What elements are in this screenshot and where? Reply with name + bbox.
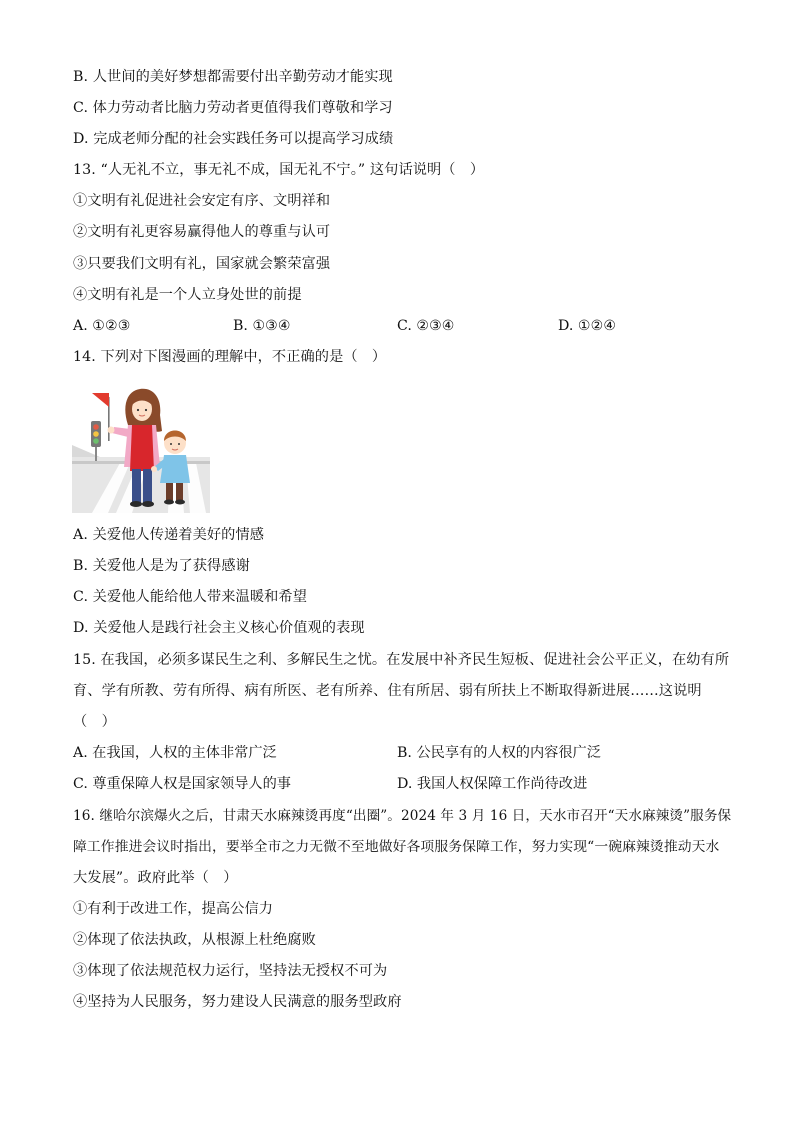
q13-item-4: ④文明有礼是一个人立身处世的前提 (73, 287, 302, 303)
q13-stem: 13. “人无礼不立，事无礼不成，国无礼不宁。” 这句话说明（ ） (73, 162, 485, 178)
q16-item-1: ①有利于改进工作，提高公信力 (73, 901, 274, 917)
q15-option-a: A. 在我国，人权的主体非常广泛 (73, 745, 277, 761)
q15-stem-line2: 育、学有所教、劳有所得、病有所医、老有所养、住有所居、弱有所扶上不断取得新进展……这说明 (73, 683, 702, 699)
q16-stem-line2: 障工作推进会议时指出，要举全市之力无微不至地做好各项服务保障工作，努力实现“一碗麻辣烫推动天水 (73, 839, 720, 855)
q16-item-2: ②体现了依法执政，从根源上杜绝腐败 (73, 932, 316, 948)
q13-item-2: ②文明有礼更容易赢得他人的尊重与认可 (73, 224, 331, 240)
crosswalk-cartoon-image (72, 387, 210, 513)
q16-item-3: ③体现了依法规范权力运行，坚持法无授权不可为 (73, 963, 388, 979)
q14-option-b: B. 关爱他人是为了获得感谢 (73, 558, 250, 574)
q13-option-a: A. ①②③ (73, 318, 131, 334)
q15-option-b: B. 公民享有的人权的内容很广泛 (397, 745, 601, 761)
q14-stem: 14. 下列对下图漫画的理解中，不正确的是（ ） (73, 349, 387, 365)
q14-option-c: C. 关爱他人能给他人带来温暖和希望 (73, 589, 307, 605)
q15-option-d: D. 我国人权保障工作尚待改进 (397, 776, 588, 792)
q12-option-b: B. 人世间的美好梦想都需要付出辛勤劳动才能实现 (73, 69, 393, 85)
q15-stem-line3: （ ） (73, 714, 116, 730)
q16-stem-line1: 16. 继哈尔滨爆火之后，甘肃天水麻辣烫再度“出圈”。2024 年 3 月 16 日，天水市召开“天水麻辣烫”服务保 (73, 808, 732, 824)
q16-item-4: ④坚持为人民服务，努力建设人民满意的服务型政府 (73, 994, 402, 1010)
q13-item-3: ③只要我们文明有礼，国家就会繁荣富强 (73, 256, 331, 272)
q16-stem-line3: 大发展”。政府此举（ ） (73, 870, 238, 886)
q13-option-b: B. ①③④ (233, 318, 291, 334)
q15-option-c: C. 尊重保障人权是国家领导人的事 (73, 776, 291, 792)
q12-option-c: C. 体力劳动者比脑力劳动者更值得我们尊敬和学习 (73, 100, 393, 116)
q12-option-d: D. 完成老师分配的社会实践任务可以提高学习成绩 (73, 131, 394, 147)
q14-option-a: A. 关爱他人传递着美好的情感 (73, 527, 265, 543)
q14-option-d: D. 关爱他人是践行社会主义核心价值观的表现 (73, 620, 365, 636)
q13-option-c: C. ②③④ (397, 318, 455, 334)
q15-stem-line1: 15. 在我国，必须多谋民生之利、多解民生之忧。在发展中补齐民生短板、促进社会公平正义，在幼有所 (73, 652, 730, 668)
q13-item-1: ①文明有礼促进社会安定有序、文明祥和 (73, 193, 331, 209)
q13-option-d: D. ①②④ (558, 318, 617, 334)
